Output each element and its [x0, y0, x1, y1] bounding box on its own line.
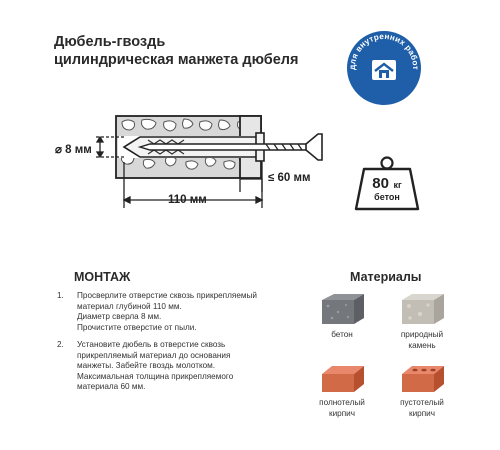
product-title: Дюбель-гвоздь	[54, 34, 166, 50]
step-number: 2.	[57, 340, 64, 349]
load-rating	[352, 175, 422, 193]
product-subtitle: цилиндрическая манжета дюбеля	[54, 52, 299, 68]
indoor-use-badge	[346, 30, 422, 106]
load-unit: кг	[393, 180, 402, 190]
thickness-dimension	[240, 178, 262, 192]
stone-block-icon	[398, 292, 446, 326]
hollow-brick-icon	[398, 362, 446, 394]
step-1-text: Просверлите отверстие сквозь прикрепляемый материал глубиной 110 мм. Диаметр сверла 8 мм. Прочистите отверстие от пыли.	[77, 291, 257, 332]
load-value: 80	[372, 175, 389, 192]
material-label: природный камень	[400, 330, 444, 350]
solid-brick-icon	[318, 362, 366, 394]
diameter-label: ⌀ 8 мм	[55, 144, 92, 156]
step-number: 1.	[57, 291, 64, 300]
step-2-text: Установите дюбель в отверстие сквозь прикрепляемый материал до основания манжеты. Забейте гвоздь молотком. Максимальная толщина прикрепляемого материала 60 мм.	[77, 340, 234, 392]
installation-heading: МОНТАЖ	[74, 270, 131, 284]
load-material: бетон	[374, 192, 400, 202]
materials-heading: Материалы	[350, 270, 422, 284]
max-thickness-label: ≤ 60 мм	[268, 172, 311, 184]
length-label: 110 мм	[168, 194, 207, 206]
material-label: полнотелый кирпич	[319, 398, 365, 418]
house-icon	[372, 60, 396, 80]
badge-text: для внутренних работ	[347, 31, 421, 71]
concrete-block-icon	[318, 292, 366, 326]
material-label: бетон	[331, 330, 353, 339]
installation-diagram	[0, 100, 330, 215]
material-label: пустотелый кирпич	[400, 398, 444, 418]
